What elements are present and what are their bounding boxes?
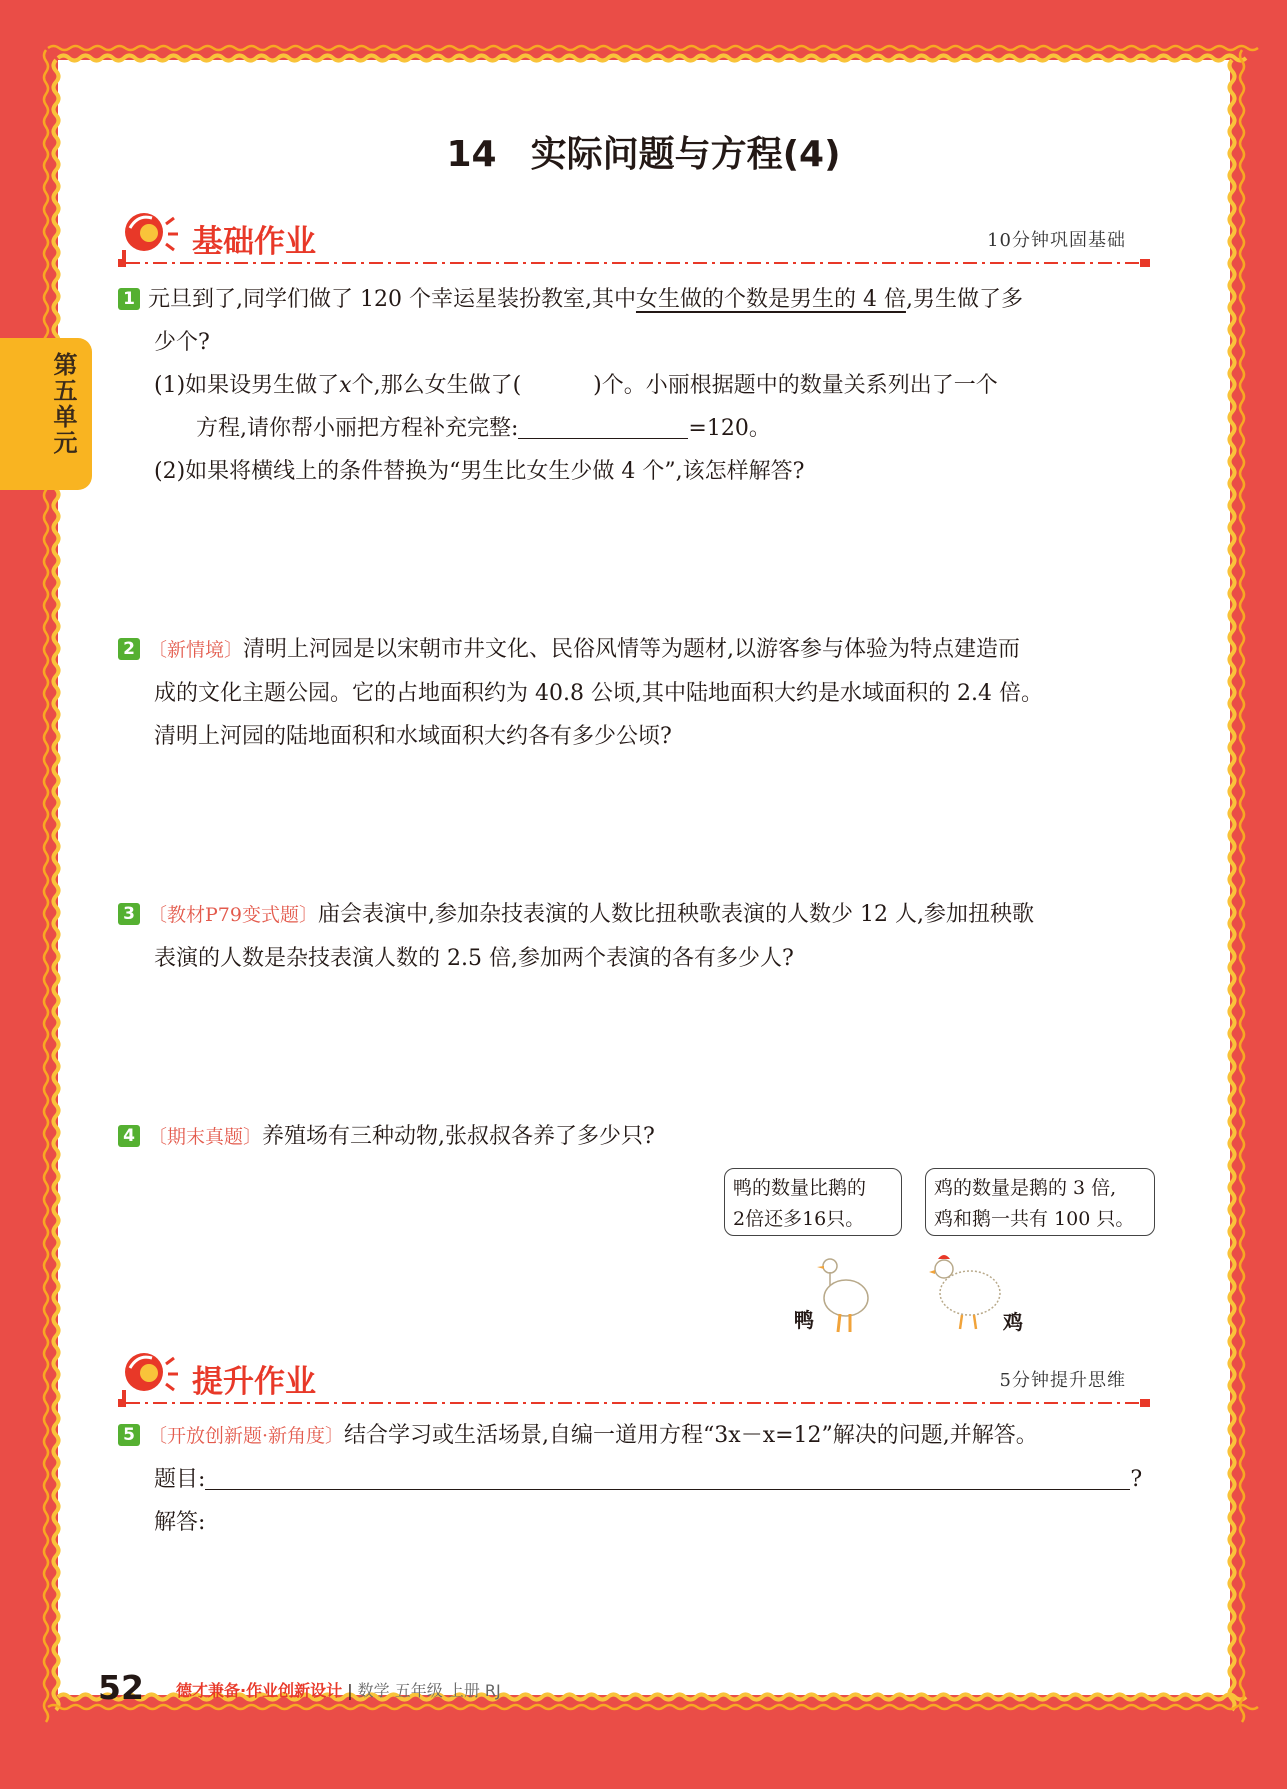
q1-part1-text2: 个,那么女生做了(: [351, 373, 522, 398]
section-advanced-header: [118, 1346, 1158, 1406]
book-info: [176, 1678, 501, 1701]
section-advanced-label: 提升作业: [192, 1364, 316, 1400]
q5-text-line1: 结合学习或生活场景,自编一道用方程“3x－x=12”解决的问题,并解答。: [344, 1423, 1038, 1448]
lesson-title: 实际问题与方程(4): [530, 134, 841, 175]
question-tag: 〔期末真题〕: [148, 1126, 263, 1148]
q5-topic-end: ?: [1130, 1467, 1143, 1492]
q3-text-line1: 庙会表演中,参加杂技表演的人数比扭秧歌表演的人数少 12 人,参加扭秧歌: [317, 902, 1034, 927]
q1-text-end: ,男生做了多: [905, 287, 1023, 312]
question-3: [118, 893, 1158, 980]
label-duck: 鸭: [794, 1308, 814, 1332]
q1-underlined-condition: 女生做的个数是男生的 4 倍: [635, 287, 906, 312]
question-4: [118, 1115, 1158, 1159]
q2-text-line2: 成的文化主题公园。它的占地面积约为 40.8 公顷,其中陆地面积大约是水域面积的 2.4 倍。: [154, 681, 1043, 706]
question-number: 3: [118, 903, 140, 925]
question-5: [118, 1414, 1158, 1544]
bubble-duck-line1: 鸭的数量比鹅的: [733, 1177, 867, 1199]
unit-tab: [0, 338, 92, 490]
q5-topic-label: 题目:: [154, 1467, 206, 1492]
lamp-icon: [118, 1346, 184, 1402]
lamp-icon: [118, 206, 184, 262]
topic-blank[interactable]: [205, 1459, 1130, 1490]
bubble-duck-line2: 2倍还多16只。: [733, 1208, 865, 1230]
q4-text-line1: 养殖场有三种动物,张叔叔各养了多少只?: [262, 1124, 655, 1149]
equation-blank[interactable]: [518, 408, 688, 439]
book-meta: 数学 五年级 上册 RJ: [357, 1681, 501, 1700]
bubble-chicken-line2: 鸡和鹅一共有 100 只。: [934, 1208, 1135, 1230]
unit-tab-label: 第五单元: [49, 352, 77, 456]
section-advanced-note: 5分钟提升思维: [999, 1370, 1126, 1391]
section-basic-label: 基础作业: [192, 224, 316, 260]
question-number: 1: [118, 288, 140, 310]
section-divider: [118, 1398, 1158, 1408]
section-basic-header: [118, 206, 1158, 266]
book-name: 德才兼备·作业创新设计: [176, 1681, 343, 1700]
question-tag: 〔新情境〕: [148, 639, 244, 661]
q1-text-line2: 少个?: [154, 330, 210, 355]
q1-variable: x: [339, 373, 352, 398]
label-chicken: 鸡: [1003, 1310, 1023, 1334]
q1-text: 元旦到了,同学们做了 120 个幸运星装扮教室,其中: [148, 287, 636, 312]
section-divider: [118, 258, 1158, 268]
q1-part2-text: (2)如果将横线上的条件替换为“男生比女生少做 4 个”,该怎样解答?: [154, 459, 805, 484]
question-tag: 〔开放创新题·新角度〕: [148, 1425, 345, 1447]
speech-bubble-chicken: [925, 1168, 1155, 1236]
question-number: 4: [118, 1125, 140, 1147]
q3-text-line2: 表演的人数是杂技表演人数的 2.5 倍,参加两个表演的各有多少人?: [154, 946, 794, 971]
section-basic-note: 10分钟巩固基础: [987, 230, 1126, 251]
question-tag: 〔教材P79变式题〕: [148, 904, 318, 926]
book-separator: |: [347, 1681, 353, 1700]
q1-part1-text3: )个。小丽根据题中的数量关系列出了一个: [593, 373, 998, 398]
speech-bubble-duck: [724, 1168, 902, 1236]
q1-part1-text5: =120。: [688, 416, 771, 441]
q1-part1-text4: 方程,请你帮小丽把方程补充完整:: [196, 416, 519, 441]
page-title: [0, 126, 1287, 177]
question-2: [118, 628, 1158, 758]
q1-part1-text: (1)如果设男生做了: [154, 373, 340, 398]
q2-text-line3: 清明上河园的陆地面积和水域面积大约各有多少公顷?: [154, 724, 672, 749]
question-number: 2: [118, 638, 140, 660]
question-number: 5: [118, 1424, 140, 1446]
chicken-icon: [924, 1245, 1014, 1335]
bubble-chicken-line1: 鸡的数量是鹅的 3 倍,: [934, 1177, 1117, 1199]
q5-answer-label: 解答:: [154, 1510, 206, 1535]
lesson-number: 14: [446, 134, 497, 175]
question-1: [118, 278, 1158, 493]
page-number: 52: [98, 1668, 144, 1707]
q2-text-line1: 清明上河园是以宋朝市井文化、民俗风情等为题材,以游客参与体验为特点建造而: [243, 637, 1021, 662]
